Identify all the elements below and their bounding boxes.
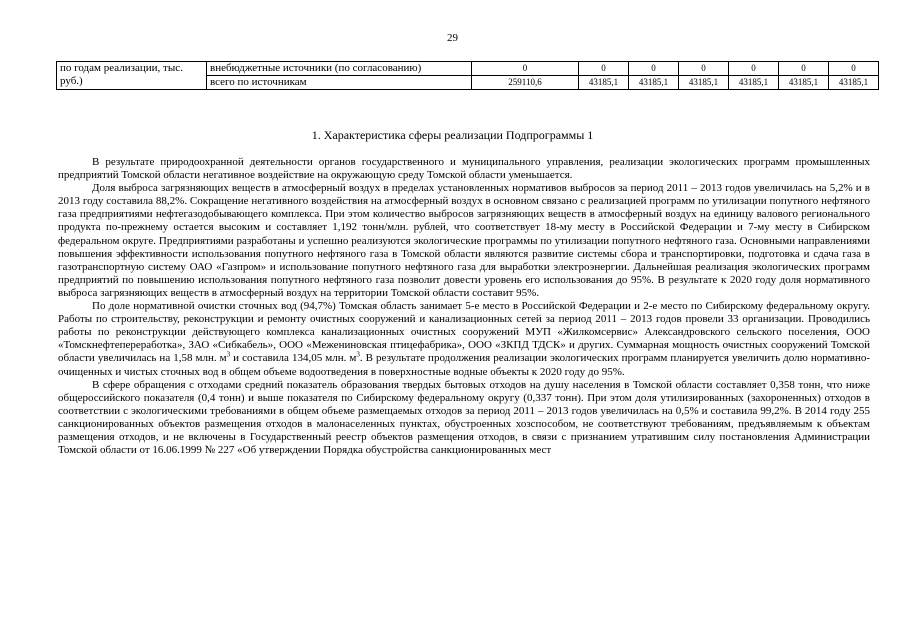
section-title: 1. Характеристика сферы реализации Подпрограммы 1 xyxy=(311,128,594,142)
table-cell: 43185,1 xyxy=(629,76,679,90)
table-cell: 0 xyxy=(729,62,779,76)
table-source-cell: внебюджетные источники (по согласованию) xyxy=(207,62,472,76)
paragraph-text: и составила 134,05 млн. м xyxy=(230,352,357,365)
table-label-cell: по годам реализации, тыс. руб.) xyxy=(57,62,207,90)
superscript: 3 xyxy=(226,350,231,359)
table-cell: 43185,1 xyxy=(829,76,879,90)
table-cell: 0 xyxy=(629,62,679,76)
paragraph: В сфере обращения с отходами средний показатель образования твердых бытовых отходов на душу населения в Томской области составляет 0,358 тонн, что ниже общероссийского показателя (0,4 тонн) и выше показателя по Сибирскому федеральному округу (0,337 тонн). При этом доля утилизированных (захороненных) отходов в соответствии с экологическими требованиями в общем объеме размещаемых отходов за период 2011 – 2013 годов увеличилась на 0,5% и составила 99,2%. В 2014 году 255 санкционированных объектов размещения отходов в малонаселенных пунктах, обустроенных хозспособом, не соответствуют требованиям, предъявляемым к объектам размещения отходов, и не включены в Государственный реестр объектов размещения отходов, в связи с признанием утратившим силу постановления Администрации Томской области от 16.06.1999 № 227 «Об утверждении Порядка обустройства санкционированных мест xyxy=(58,378,870,457)
financing-table xyxy=(56,61,879,90)
paragraph-text: По доле нормативной очистки сточных вод (94,7%) Томская область занимает 5-е место в Российской Федерации и 2-е место по Сибирскому федеральному округу. Работы по строительству, реконструкции и ремонту очистных сооружений и канализационных сетей за период 2011 – 2013 годов провели 33 организации. Проводились работы по реконструкции действующего комплекса канализационных очистных сооружений МУП «Жилкомсервис» Александровского сельского поселения, ООО «Томскнефтепереработка», ЗАО «Сибкабель», ООО «Межениновская птицефабрика», ООО «ЗКПД ТДСК» и других. Суммарная мощность очистных сооружений Томской области увеличилась на 1,58 млн. м xyxy=(58,300,870,365)
table-cell: 43185,1 xyxy=(679,76,729,90)
paragraph-text: . В результате продолжения реализации экологических программ планируется увеличить долю нормативно-очищенных и чистых сточных вод в общем объеме водоотведения в поверхностные водные объекты к 2020 году до 95%. xyxy=(58,352,871,378)
table-cell: 0 xyxy=(579,62,629,76)
table-cell: 259110,6 xyxy=(472,76,579,90)
table-row xyxy=(57,62,879,76)
paragraph: Доля выброса загрязняющих веществ в атмосферный воздух в пределах установленных нормативов выбросов за период 2011 – 2013 годов увеличилась на 5,2% и в 2013 году составила 88,2%. Сокращение негативного воздействия на атмосферный воздух в основном связано с реализацией программ по утилизации попутного нефтяного газа предприятиями нефтегазодобывающего комплекса. При этом количество выбросов загрязняющих веществ в атмосферный воздух на единицу валового регионального продукта по-прежнему остается высоким и составляет 1,192 тонн/млн. рублей, что соответствует 18-му месту в Российской Федерации и 7-му месту в Сибирском федеральном округе. Предприятиями разработаны и успешно реализуются экологические программы по утилизации попутного нефтяного газа. Основными направлениями повышения эффективности использования попутного нефтяного газа в Томской области являются развитие системы сбора и транспортировки, подготовка и сдача газа в газотранспортную систему ОАО «Газпром» и использование попутного нефтяного газа для выработки электроэнергии. Дальнейшая реализация экологических программ предприятий по повышению использования попутного нефтяного газа позволит довести уровень его использования до 95%. В результате к 2020 году доля нормативного выброса загрязняющих веществ в атмосферный воздух на территории Томской области составит 95%. xyxy=(58,182,870,299)
table-cell: 0 xyxy=(472,62,579,76)
paragraph xyxy=(58,300,870,379)
table-cell: 0 xyxy=(779,62,829,76)
table-cell: 0 xyxy=(679,62,729,76)
paragraph: В результате природоохранной деятельности органов государственного и муниципального управления, реализации экологических программ промышленных предприятий Томской области негативное воздействие на окружающую среду Томской области уменьшается. xyxy=(58,156,870,182)
body-text xyxy=(58,156,870,457)
table-cell: 0 xyxy=(829,62,879,76)
table-source-cell: всего по источникам xyxy=(207,76,472,90)
table-cell: 43185,1 xyxy=(729,76,779,90)
table-cell: 43185,1 xyxy=(779,76,829,90)
page-number: 29 xyxy=(447,32,458,44)
table-cell: 43185,1 xyxy=(579,76,629,90)
superscript: 3 xyxy=(356,350,360,359)
